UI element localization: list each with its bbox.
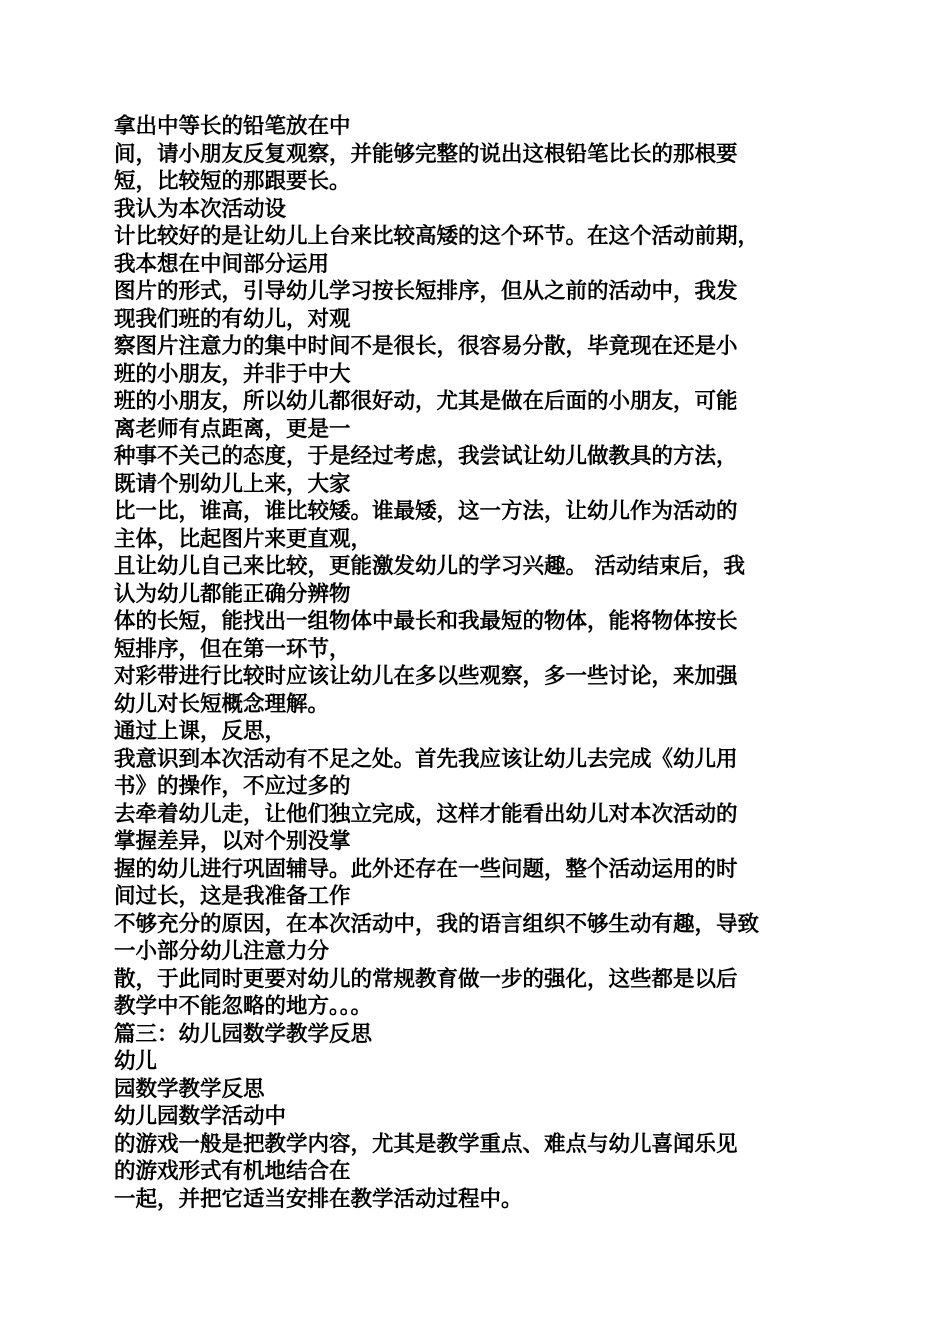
text-line: 对彩带进行比较时应该让幼儿在多以些观察，多一些讨论，来加强: [114, 664, 738, 689]
text-line: 散，于此同时更要对幼儿的常规教育做一步的强化，这些都是以后: [114, 966, 738, 992]
text-line: 握的幼儿进行巩固辅导。此外还存在一些问题，整个活动运用的时: [114, 856, 738, 882]
text-line: 图片的形式，引导幼儿学习按长短排序，但从之前的活动中，我发: [114, 279, 738, 304]
text-line: 我认为本次活动设: [114, 196, 287, 222]
text-line: 去牵着幼儿走，让他们独立完成，这样才能看出幼儿对本次活动的: [114, 801, 738, 827]
text-line: 掌握差异，以对个别没掌: [114, 829, 351, 854]
text-line: 既请个别幼儿上来，大家: [114, 471, 351, 497]
text-line: 不够充分的原因，在本次活动中，我的语言组织不够生动有趣，导致: [114, 911, 760, 937]
text-line: 幼儿: [114, 1049, 158, 1074]
text-line: 的游戏一般是把教学内容，尤其是教学重点、难点与幼儿喜闻乐见: [114, 1131, 738, 1157]
text-line: 一小部分幼儿注意力分: [114, 939, 330, 964]
text-line: 认为幼儿都能正确分辨物: [114, 581, 351, 607]
text-line: 幼儿对长短概念理解。: [114, 691, 330, 717]
text-line: 班的小朋友，所以幼儿都很好动，尤其是做在后面的小朋友，可能: [114, 389, 738, 414]
text-line: 体的长短，能找出一组物体中最长和我最短的物体，能将物体按长: [114, 609, 738, 634]
text-line: 比一比，谁高，谁比较矮。谁最矮，这一方法，让幼儿作为活动的: [114, 499, 738, 524]
text-line: 且让幼儿自己来比较，更能激发幼儿的学习兴趣。 活动结束后，我: [114, 554, 745, 579]
text-line: 通过上课，反思，: [114, 719, 287, 744]
text-line: 主体，比起图片来更直观，: [114, 526, 373, 552]
text-line: 篇三：幼儿园数学教学反思: [114, 1021, 373, 1047]
text-line: 现我们班的有幼儿，对观: [114, 306, 351, 332]
text-line: 间，请小朋友反复观察，并能够完整的说出这根铅笔比长的那根要: [114, 141, 738, 167]
text-line: 我意识到本次活动有不足之处。首先我应该让幼儿去完成《幼儿用: [114, 746, 738, 772]
document-body: [114, 113, 838, 1213]
text-line: 短，比较短的那跟要长。: [114, 169, 351, 194]
text-line: 计比较好的是让幼儿上台来比较高矮的这个环节。在这个活动前期，: [114, 224, 760, 249]
text-line: 种事不关己的态度，于是经过考虑，我尝试让幼儿做教具的方法，: [114, 444, 738, 469]
text-line: 教学中不能忽略的地方。。。: [114, 994, 373, 1019]
text-line: 我本想在中间部分运用: [114, 251, 330, 277]
text-line: 离老师有点距离，更是一: [114, 416, 351, 442]
text-line: 短排序，但在第一环节，: [114, 636, 351, 662]
text-line: 园数学教学反思: [114, 1076, 265, 1102]
text-line: 书》的操作，不应过多的: [114, 774, 351, 799]
text-line: 幼儿园数学活动中: [114, 1104, 287, 1129]
text-line: 一起，并把它适当安排在教学活动过程中。: [114, 1186, 523, 1212]
text-line: 的游戏形式有机地结合在: [114, 1159, 351, 1184]
text-line: 班的小朋友，并非于中大: [114, 361, 351, 387]
text-line: 察图片注意力的集中时间不是很长，很容易分散，毕竟现在还是小: [114, 334, 738, 359]
text-line: 间过长，这是我准备工作: [114, 884, 351, 909]
text-line: 拿出中等长的铅笔放在中: [114, 114, 351, 139]
